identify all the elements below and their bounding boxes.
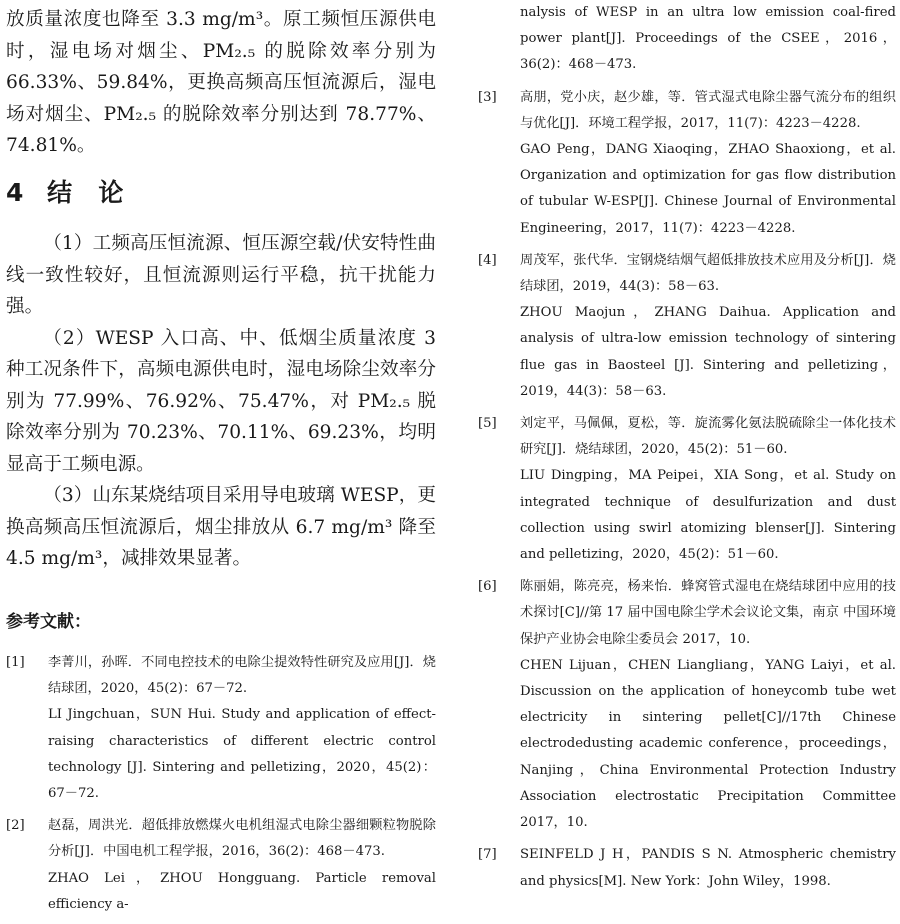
reference-item bbox=[478, 85, 896, 242]
reference-en: CHEN Lijuan，CHEN Liangliang，YANG Laiyi，et al. Discussion on the application of honeycomb tube wet electricity in sintering pellet[C]//17th Chinese electrodedusting academic conference，proceedings，Nanjing，China Environmental Protection Industry Association electrostatic Precipitation Committee 2017，10. bbox=[520, 657, 896, 831]
left-column bbox=[6, 0, 436, 912]
reference-number: [4] bbox=[478, 252, 497, 268]
reference-cn: 赵磊，周洪光．超低排放燃煤火电机组湿式电除尘器细颗粒物脱除分析[J]．中国电机工程学报，2016，36(2)：468－473. bbox=[48, 818, 436, 860]
conclusions-list bbox=[6, 228, 436, 575]
reference-cn: 周茂军，张代华．宝钢烧结烟气超低排放技术应用及分析[J]．烧结球团，2019，44(3)：58－63. bbox=[520, 252, 896, 295]
reference-number: [5] bbox=[478, 416, 497, 432]
reference-number: [3] bbox=[478, 89, 497, 105]
reference-number: [6] bbox=[478, 579, 497, 595]
reference-en: ZHAO Lei，ZHOU Hongguang. Particle removal efficiency a- bbox=[48, 870, 436, 912]
reference-en: LI Jingchuan，SUN Hui. Study and application of effect-raising characteristics of different electric control technology [J]. Sintering and pelletizing，2020，45(2)：67－72. bbox=[48, 707, 436, 802]
section-title: 结 论 bbox=[47, 178, 133, 207]
reference-en: LIU Dingping，MA Peipei，XIA Song，et al. Study on integrated technique of desulfurization and dust collection using swirl atomizing blenser[J]. Sintering and pelletizing，2020，45(2)：51－60. bbox=[520, 468, 896, 563]
reference-number: [7] bbox=[478, 847, 497, 863]
reference-item bbox=[6, 650, 436, 807]
references-list-left bbox=[6, 650, 436, 924]
right-column bbox=[478, 0, 896, 900]
reference-en: SEINFELD J H，PANDIS S N. Atmospheric chemistry and physics[M]. New York：John Wiley，1998. bbox=[520, 847, 896, 889]
reference-cn: 李菁川，孙晖．不同电控技术的电除尘提效特性研究及应用[J]．烧结球团，2020，45(2)：67－72. bbox=[48, 655, 436, 697]
reference-item bbox=[478, 411, 896, 568]
references-list-right bbox=[478, 0, 896, 901]
intro-paragraph: 放质量浓度也降至 3.3 mg/m³。原工频恒压源供电时，湿电场对烟尘、PM₂.₅ 的脱除效率分别为 66.33%、59.84%，更换高频高压恒流源后，湿电场对烟尘、PM₂.₅ 的脱除效率分别达到 78.77%、74.81%。 bbox=[6, 9, 436, 156]
reference-continuation: nalysis of WESP in an ultra low emission coal-fired power plant[J]. Proceedings of the CSEE，2016，36(2)：468－473. bbox=[520, 5, 896, 73]
reference-item bbox=[478, 248, 896, 405]
conclusion-paragraph: （2）WESP 入口高、中、低烟尘质量浓度 3 种工况条件下，高频电源供电时，湿电场除尘效率分别为 77.99%、76.92%、75.47%，对 PM₂.₅ 脱除效率分别为 70.23%、70.11%、69.23%，均明显高于工频电源。 bbox=[6, 327, 436, 475]
reference-item bbox=[478, 574, 896, 836]
reference-en: ZHOU Maojun，ZHANG Daihua. Application and analysis of ultra-low emission technology of sintering flue gas in Baosteel [J]. Sintering and pelletizing，2019，44(3)：58－63. bbox=[520, 305, 896, 399]
reference-number: [1] bbox=[6, 655, 25, 670]
conclusion-paragraph: （1）工频高压恒流源、恒压源空载/伏安特性曲线一致性较好，且恒流源则运行平稳，抗干扰能力强。 bbox=[6, 233, 436, 317]
reference-en: GAO Peng，DANG Xiaoqing，ZHAO Shaoxiong，et al. Organization and optimization for gas flow distribution of tubular W-ESP[J]. Chinese Journal of Environmental Engineering，2017，11(7)：4223－4228. bbox=[520, 142, 896, 236]
section-heading bbox=[6, 173, 436, 209]
conclusion-paragraph: （3）山东某烧结项目采用导电玻璃 WESP，更换高频高压恒流源后，烟尘排放从 6.7 mg/m³ 降至 4.5 mg/m³，减排效果显著。 bbox=[6, 485, 436, 569]
references-title: 参考文献： bbox=[6, 612, 91, 632]
section-number: 4 bbox=[6, 178, 33, 207]
reference-cn: 高朋，党小庆，赵少雄，等．管式湿式电除尘器气流分布的组织与优化[J]．环境工程学报，2017，11(7)：4223－4228. bbox=[520, 89, 896, 131]
reference-cn: 刘定平，马佩佩，夏松，等．旋流雾化氨法脱硫除尘一体化技术研究[J]．烧结球团，2020，45(2)：51－60. bbox=[520, 416, 896, 458]
reference-item bbox=[478, 842, 896, 894]
reference-item bbox=[6, 813, 436, 918]
reference-cn: 陈丽娟，陈亮亮，杨来怡．蜂窝管式湿电在烧结球团中应用的技术探讨[C]//第 17 届中国电除尘学术会议论文集，南京 中国环境保护产业协会电除尘委员会 2017，10. bbox=[520, 579, 896, 647]
reference-number: [2] bbox=[6, 818, 25, 834]
